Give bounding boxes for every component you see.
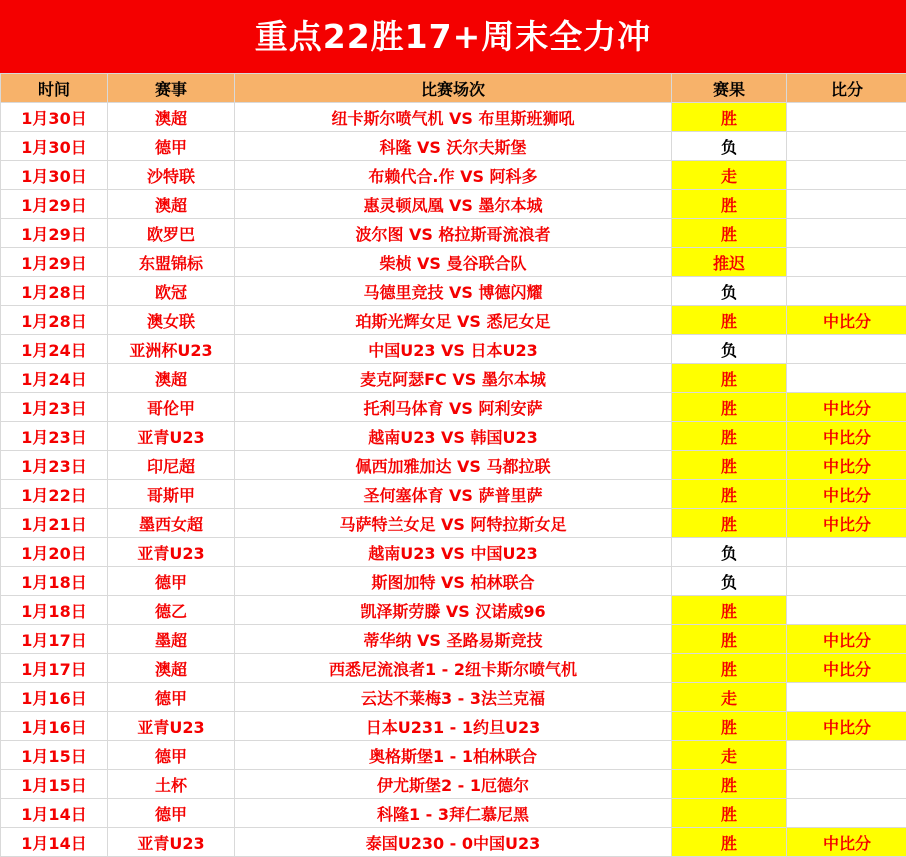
cell-time: 1月29日	[1, 248, 108, 277]
table-row	[1, 393, 906, 422]
table-row	[1, 248, 906, 277]
cell-league: 哥斯甲	[108, 480, 235, 509]
cell-time: 1月16日	[1, 683, 108, 712]
match-results-table	[0, 73, 906, 857]
cell-match: 珀斯光辉女足 VS 悉尼女足	[235, 306, 672, 335]
cell-league: 东盟锦标	[108, 248, 235, 277]
cell-result: 胜	[672, 828, 787, 857]
table-row	[1, 509, 906, 538]
table-row	[1, 828, 906, 857]
cell-league: 欧罗巴	[108, 219, 235, 248]
cell-result: 胜	[672, 422, 787, 451]
cell-result: 胜	[672, 625, 787, 654]
table-row	[1, 161, 906, 190]
table-row	[1, 596, 906, 625]
cell-league: 德甲	[108, 683, 235, 712]
table-row	[1, 625, 906, 654]
cell-result: 胜	[672, 103, 787, 132]
cell-score: 中比分	[787, 306, 906, 335]
table-row	[1, 219, 906, 248]
table-row	[1, 422, 906, 451]
cell-result: 胜	[672, 509, 787, 538]
cell-score	[787, 770, 906, 799]
cell-score	[787, 741, 906, 770]
column-header-match: 比赛场次	[235, 74, 672, 103]
cell-match: 柴桢 VS 曼谷联合队	[235, 248, 672, 277]
table-row	[1, 480, 906, 509]
cell-score: 中比分	[787, 393, 906, 422]
cell-result: 胜	[672, 596, 787, 625]
cell-time: 1月17日	[1, 654, 108, 683]
cell-result: 胜	[672, 306, 787, 335]
table-body	[1, 103, 906, 857]
cell-score	[787, 683, 906, 712]
cell-result: 胜	[672, 393, 787, 422]
cell-match: 托利马体育 VS 阿利安萨	[235, 393, 672, 422]
table-row	[1, 335, 906, 364]
cell-match: 越南U23 VS 中国U23	[235, 538, 672, 567]
cell-time: 1月30日	[1, 103, 108, 132]
cell-match: 科隆 VS 沃尔夫斯堡	[235, 132, 672, 161]
cell-match: 布赖代合.作 VS 阿科多	[235, 161, 672, 190]
column-header-score: 比分	[787, 74, 906, 103]
table-row	[1, 712, 906, 741]
cell-result: 负	[672, 567, 787, 596]
cell-match: 圣何塞体育 VS 萨普里萨	[235, 480, 672, 509]
column-header-result: 赛果	[672, 74, 787, 103]
cell-result: 走	[672, 741, 787, 770]
cell-score	[787, 596, 906, 625]
table-header	[1, 74, 906, 103]
cell-score	[787, 190, 906, 219]
cell-league: 亚洲杯U23	[108, 335, 235, 364]
cell-result: 负	[672, 538, 787, 567]
table-row	[1, 770, 906, 799]
cell-league: 澳超	[108, 364, 235, 393]
table-row	[1, 683, 906, 712]
cell-score	[787, 277, 906, 306]
table-row	[1, 538, 906, 567]
cell-league: 亚青U23	[108, 828, 235, 857]
cell-league: 澳超	[108, 654, 235, 683]
cell-match: 云达不莱梅3 - 3法兰克福	[235, 683, 672, 712]
cell-result: 胜	[672, 654, 787, 683]
cell-result: 胜	[672, 451, 787, 480]
table-row	[1, 451, 906, 480]
cell-match: 麦克阿瑟FC VS 墨尔本城	[235, 364, 672, 393]
cell-result: 胜	[672, 712, 787, 741]
cell-score	[787, 161, 906, 190]
cell-match: 伊尤斯堡2 - 1厄德尔	[235, 770, 672, 799]
cell-match: 马德里竞技 VS 博德闪耀	[235, 277, 672, 306]
cell-time: 1月24日	[1, 335, 108, 364]
cell-result: 胜	[672, 799, 787, 828]
cell-score	[787, 219, 906, 248]
cell-score	[787, 103, 906, 132]
cell-result: 胜	[672, 219, 787, 248]
cell-result: 胜	[672, 364, 787, 393]
cell-league: 哥伦甲	[108, 393, 235, 422]
cell-match: 日本U231 - 1约旦U23	[235, 712, 672, 741]
cell-result: 负	[672, 335, 787, 364]
cell-match: 西悉尼流浪者1 - 2纽卡斯尔喷气机	[235, 654, 672, 683]
cell-match: 中国U23 VS 日本U23	[235, 335, 672, 364]
cell-score	[787, 799, 906, 828]
cell-score: 中比分	[787, 480, 906, 509]
cell-score	[787, 132, 906, 161]
cell-score	[787, 335, 906, 364]
cell-time: 1月28日	[1, 277, 108, 306]
cell-result: 走	[672, 683, 787, 712]
cell-league: 墨超	[108, 625, 235, 654]
cell-time: 1月29日	[1, 190, 108, 219]
cell-time: 1月20日	[1, 538, 108, 567]
cell-match: 马萨特兰女足 VS 阿特拉斯女足	[235, 509, 672, 538]
cell-match: 奥格斯堡1 - 1柏林联合	[235, 741, 672, 770]
cell-league: 德乙	[108, 596, 235, 625]
table-row	[1, 103, 906, 132]
cell-time: 1月29日	[1, 219, 108, 248]
cell-score	[787, 538, 906, 567]
cell-match: 科隆1 - 3拜仁慕尼黑	[235, 799, 672, 828]
cell-league: 德甲	[108, 567, 235, 596]
cell-time: 1月18日	[1, 567, 108, 596]
cell-score: 中比分	[787, 712, 906, 741]
table-row	[1, 364, 906, 393]
cell-league: 德甲	[108, 132, 235, 161]
table-row	[1, 654, 906, 683]
table-row	[1, 132, 906, 161]
cell-time: 1月22日	[1, 480, 108, 509]
cell-league: 印尼超	[108, 451, 235, 480]
column-header-time: 时间	[1, 74, 108, 103]
cell-result: 负	[672, 277, 787, 306]
cell-time: 1月18日	[1, 596, 108, 625]
cell-league: 亚青U23	[108, 422, 235, 451]
cell-league: 土杯	[108, 770, 235, 799]
cell-score: 中比分	[787, 451, 906, 480]
cell-time: 1月23日	[1, 393, 108, 422]
table-row	[1, 277, 906, 306]
cell-result: 胜	[672, 770, 787, 799]
cell-result: 走	[672, 161, 787, 190]
cell-time: 1月30日	[1, 132, 108, 161]
cell-match: 蒂华纳 VS 圣路易斯竞技	[235, 625, 672, 654]
cell-match: 惠灵顿凤凰 VS 墨尔本城	[235, 190, 672, 219]
table-header-row	[1, 74, 906, 103]
page-title: 重点22胜17+周末全力冲	[0, 0, 906, 73]
cell-league: 亚青U23	[108, 712, 235, 741]
cell-time: 1月17日	[1, 625, 108, 654]
cell-time: 1月14日	[1, 828, 108, 857]
cell-result: 负	[672, 132, 787, 161]
table-row	[1, 306, 906, 335]
cell-time: 1月14日	[1, 799, 108, 828]
cell-match: 越南U23 VS 韩国U23	[235, 422, 672, 451]
cell-league: 澳超	[108, 190, 235, 219]
cell-score	[787, 567, 906, 596]
cell-league: 德甲	[108, 741, 235, 770]
cell-league: 欧冠	[108, 277, 235, 306]
cell-result: 胜	[672, 480, 787, 509]
table-row	[1, 799, 906, 828]
cell-result: 推迟	[672, 248, 787, 277]
cell-league: 澳超	[108, 103, 235, 132]
cell-score: 中比分	[787, 422, 906, 451]
cell-match: 泰国U230 - 0中国U23	[235, 828, 672, 857]
cell-time: 1月23日	[1, 422, 108, 451]
cell-match: 斯图加特 VS 柏林联合	[235, 567, 672, 596]
cell-match: 纽卡斯尔喷气机 VS 布里斯班狮吼	[235, 103, 672, 132]
cell-league: 亚青U23	[108, 538, 235, 567]
cell-time: 1月30日	[1, 161, 108, 190]
cell-time: 1月24日	[1, 364, 108, 393]
cell-match: 凯泽斯劳滕 VS 汉诺威96	[235, 596, 672, 625]
cell-result: 胜	[672, 190, 787, 219]
cell-score	[787, 364, 906, 393]
cell-score: 中比分	[787, 828, 906, 857]
table-row	[1, 741, 906, 770]
cell-time: 1月15日	[1, 741, 108, 770]
cell-league: 墨西女超	[108, 509, 235, 538]
cell-score: 中比分	[787, 509, 906, 538]
cell-match: 波尔图 VS 格拉斯哥流浪者	[235, 219, 672, 248]
cell-score: 中比分	[787, 654, 906, 683]
cell-match: 佩西加雅加达 VS 马都拉联	[235, 451, 672, 480]
table-row	[1, 567, 906, 596]
cell-time: 1月21日	[1, 509, 108, 538]
cell-time: 1月28日	[1, 306, 108, 335]
cell-time: 1月16日	[1, 712, 108, 741]
cell-league: 澳女联	[108, 306, 235, 335]
table-row	[1, 190, 906, 219]
cell-league: 德甲	[108, 799, 235, 828]
cell-league: 沙特联	[108, 161, 235, 190]
cell-score: 中比分	[787, 625, 906, 654]
column-header-league: 赛事	[108, 74, 235, 103]
cell-time: 1月15日	[1, 770, 108, 799]
cell-score	[787, 248, 906, 277]
cell-time: 1月23日	[1, 451, 108, 480]
